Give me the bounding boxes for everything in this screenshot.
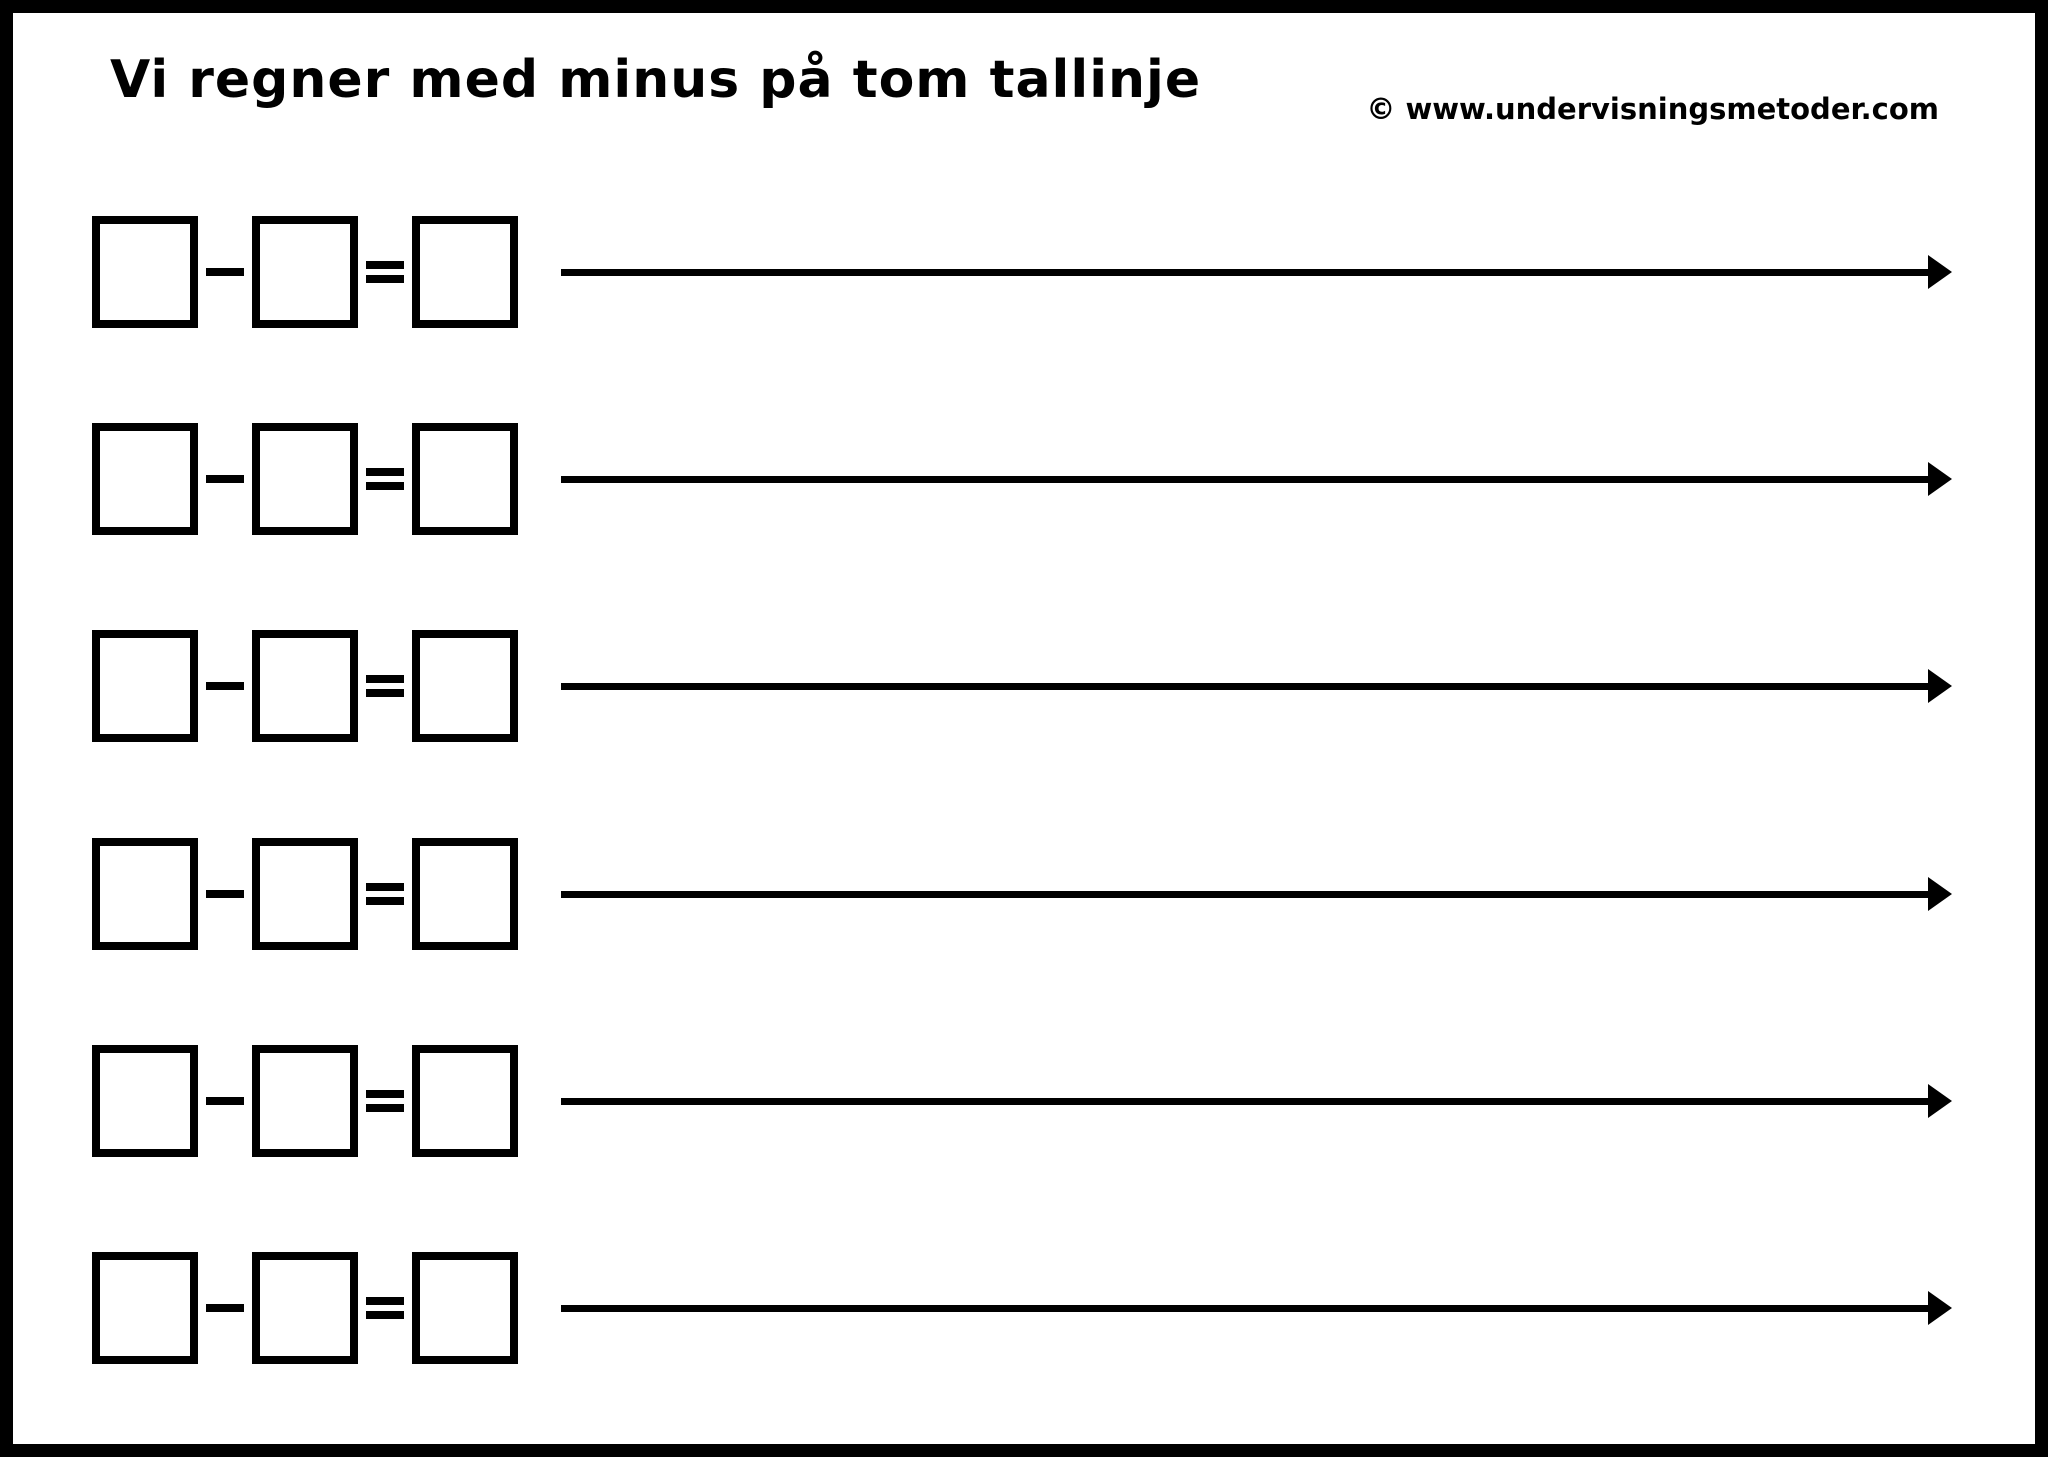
empty-number-line[interactable] (561, 630, 1952, 742)
equals-bar (366, 482, 404, 490)
subtrahend-box[interactable] (252, 1045, 358, 1157)
minus-sign (206, 1097, 244, 1105)
minuend-box[interactable] (92, 1252, 198, 1364)
minus-sign (206, 268, 244, 276)
subtrahend-box[interactable] (252, 838, 358, 950)
equals-sign (366, 1090, 404, 1112)
arrow-right-icon (1928, 877, 1952, 911)
equation-row (0, 838, 2048, 950)
arrow-right-icon (1928, 462, 1952, 496)
minuend-box[interactable] (92, 1045, 198, 1157)
equals-bar (366, 261, 404, 269)
equals-bar (366, 689, 404, 697)
minuend-box[interactable] (92, 838, 198, 950)
arrow-right-icon (1928, 669, 1952, 703)
equation-row (0, 423, 2048, 535)
equals-bar (366, 1090, 404, 1098)
number-line-shaft (561, 476, 1933, 483)
minus-sign (206, 682, 244, 690)
equals-bar (366, 1104, 404, 1112)
equals-sign (366, 1297, 404, 1319)
subtrahend-box[interactable] (252, 630, 358, 742)
minuend-box[interactable] (92, 216, 198, 328)
copyright-notice: © www.undervisningsmetoder.com (1366, 92, 1939, 126)
minus-sign (206, 475, 244, 483)
equals-bar (366, 1311, 404, 1319)
page-title: Vi regner med minus på tom tallinje (110, 50, 1202, 110)
equation-row (0, 216, 2048, 328)
number-line-shaft (561, 1305, 1933, 1312)
equals-bar (366, 1297, 404, 1305)
minus-sign (206, 890, 244, 898)
subtrahend-box[interactable] (252, 1252, 358, 1364)
minus-sign (206, 1304, 244, 1312)
empty-number-line[interactable] (561, 838, 1952, 950)
equals-bar (366, 468, 404, 476)
number-line-shaft (561, 269, 1933, 276)
empty-number-line[interactable] (561, 1252, 1952, 1364)
arrow-right-icon (1928, 255, 1952, 289)
subtrahend-box[interactable] (252, 216, 358, 328)
number-line-shaft (561, 683, 1933, 690)
equation-row (0, 630, 2048, 742)
empty-number-line[interactable] (561, 423, 1952, 535)
result-box[interactable] (412, 423, 518, 535)
number-line-shaft (561, 891, 1933, 898)
equals-sign (366, 468, 404, 490)
equals-bar (366, 675, 404, 683)
equals-bar (366, 275, 404, 283)
result-box[interactable] (412, 630, 518, 742)
equals-bar (366, 883, 404, 891)
empty-number-line[interactable] (561, 216, 1952, 328)
equals-sign (366, 883, 404, 905)
equals-bar (366, 897, 404, 905)
arrow-right-icon (1928, 1084, 1952, 1118)
result-box[interactable] (412, 1045, 518, 1157)
result-box[interactable] (412, 838, 518, 950)
minuend-box[interactable] (92, 423, 198, 535)
equation-row (0, 1252, 2048, 1364)
minuend-box[interactable] (92, 630, 198, 742)
equals-sign (366, 675, 404, 697)
empty-number-line[interactable] (561, 1045, 1952, 1157)
number-line-shaft (561, 1098, 1933, 1105)
equation-row (0, 1045, 2048, 1157)
arrow-right-icon (1928, 1291, 1952, 1325)
result-box[interactable] (412, 1252, 518, 1364)
subtrahend-box[interactable] (252, 423, 358, 535)
equals-sign (366, 261, 404, 283)
result-box[interactable] (412, 216, 518, 328)
